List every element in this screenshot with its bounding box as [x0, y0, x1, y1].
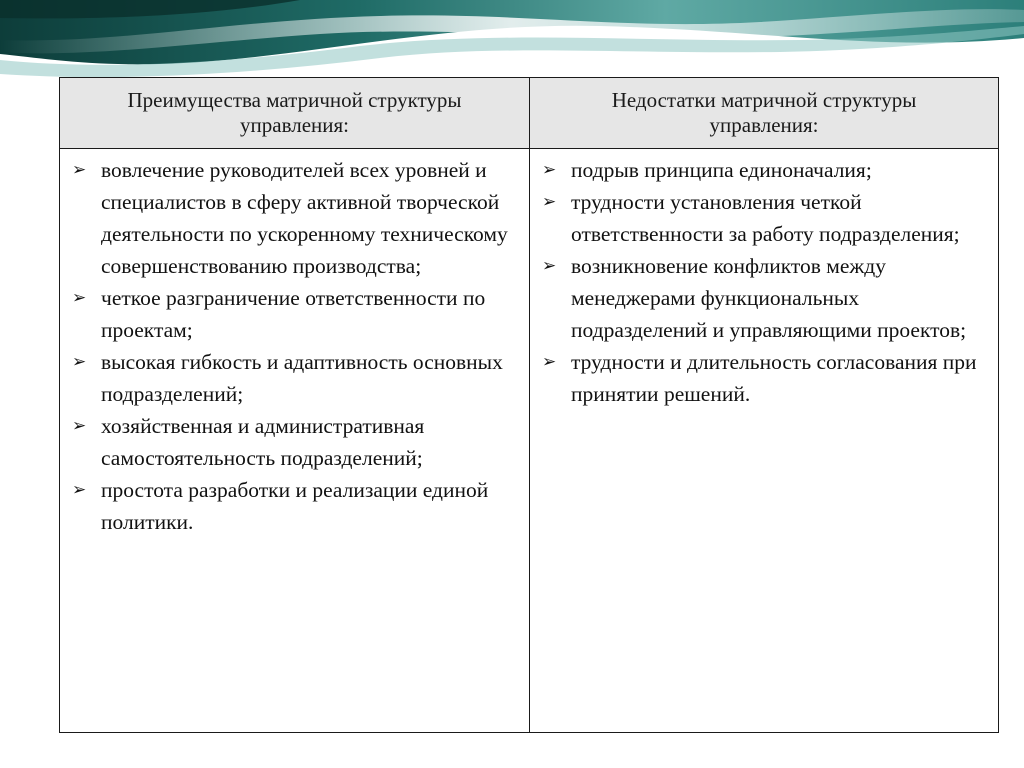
list-item: [72, 346, 521, 410]
arrow-bullet-icon: ➢: [72, 480, 87, 500]
advantage-text: простота разработки и реализации единой политики.: [101, 478, 489, 534]
header-advantages: Преимущества матричной структуры управления:: [60, 78, 530, 149]
list-item: [542, 250, 990, 346]
arrow-bullet-icon: ➢: [72, 288, 87, 308]
arrow-bullet-icon: ➢: [72, 416, 87, 436]
header-disadvantages: Недостатки матричной структуры управления:: [530, 78, 998, 149]
list-item: [72, 410, 521, 474]
advantages-cell: [60, 149, 530, 732]
list-item: [542, 186, 990, 250]
arrow-bullet-icon: ➢: [542, 352, 557, 372]
disadvantages-list: [542, 154, 990, 410]
disadvantages-cell: [530, 149, 998, 732]
disadvantage-text: трудности установления четкой ответственности за работу подразделения;: [571, 190, 960, 246]
list-item: [542, 154, 990, 186]
advantage-text: четкое разграничение ответственности по проектам;: [101, 286, 486, 342]
advantage-text: вовлечение руководителей всех уровней и специалистов в сферу активной творческой деятельности по ускоренному техническому совершенствованию производства;: [101, 158, 508, 278]
arrow-bullet-icon: ➢: [542, 192, 557, 212]
arrow-bullet-icon: ➢: [542, 160, 557, 180]
list-item: [72, 282, 521, 346]
advantage-text: хозяйственная и административная самостоятельность подразделений;: [101, 414, 425, 470]
disadvantage-text: возникновение конфликтов между менеджерами функциональных подразделений и управляющими проектов;: [571, 254, 967, 342]
arrow-bullet-icon: ➢: [72, 352, 87, 372]
list-item: [72, 154, 521, 282]
list-item: [542, 346, 990, 410]
comparison-table: [59, 77, 999, 733]
arrow-bullet-icon: ➢: [542, 256, 557, 276]
advantages-list: [72, 154, 521, 538]
advantage-text: высокая гибкость и адаптивность основных подразделений;: [101, 350, 503, 406]
disadvantage-text: подрыв принципа единоначалия;: [571, 158, 872, 182]
disadvantage-text: трудности и длительность согласования при принятии решений.: [571, 350, 977, 406]
arrow-bullet-icon: ➢: [72, 160, 87, 180]
list-item: [72, 474, 521, 538]
